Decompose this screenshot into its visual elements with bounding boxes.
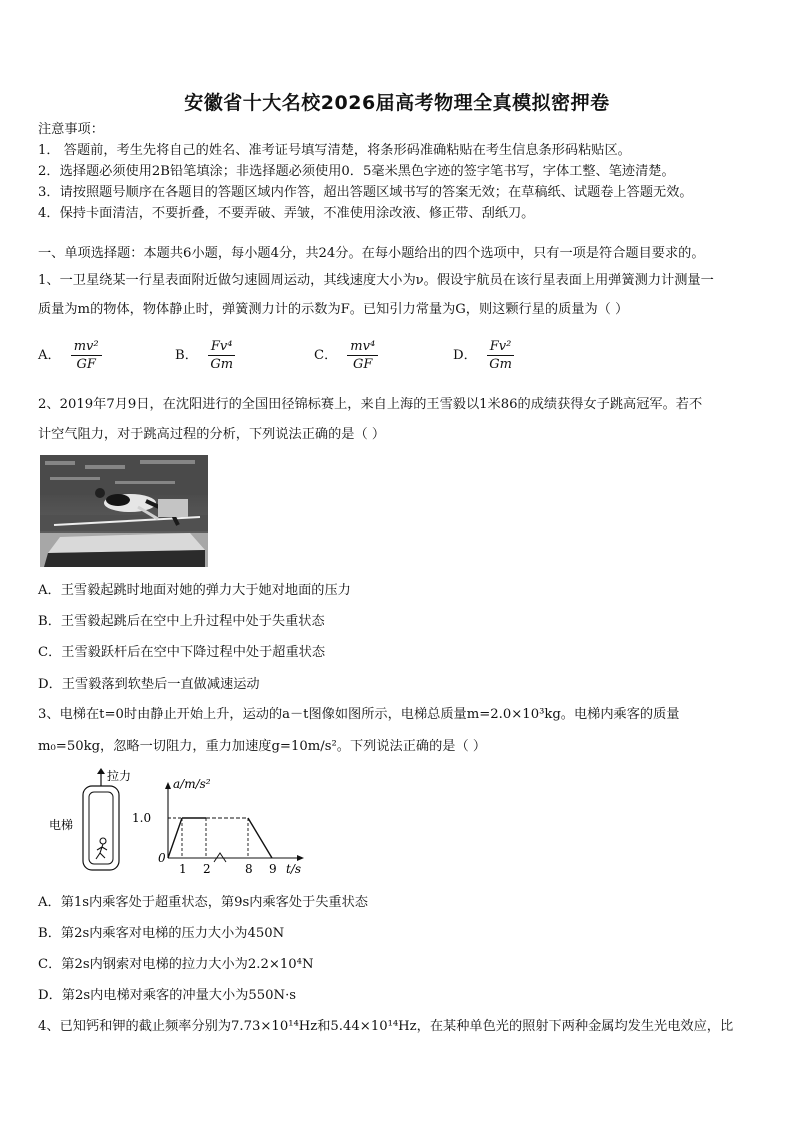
q1-option-d[interactable] xyxy=(453,339,514,372)
q2-option-a[interactable]: A．王雪毅起跳时地面对她的弹力大于她对地面的压力 xyxy=(38,583,351,598)
origin-label: 0 xyxy=(158,851,166,865)
q2-text-line2: 计空气阻力，对于跳高过程的分析，下列说法正确的是（ ） xyxy=(38,427,386,442)
q1-text-line1: 1、一卫星绕某一行星表面附近做匀速圆周运动，其线速度大小为ν。假设宇航员在该行星表面上用弹簧测力计测量一 xyxy=(38,273,714,288)
q2-option-b[interactable]: B．王雪毅起跳后在空中上升过程中处于失重状态 xyxy=(38,614,325,629)
fraction-denominator: GF xyxy=(76,357,96,372)
option-label: B． xyxy=(175,348,198,363)
q1-text-line2: 质量为m的物体，物体静止时，弹簧测力计的示数为F。已知引力常量为G，则这颗行星的质量为（ ） xyxy=(38,302,629,317)
fraction-numerator: mv⁴ xyxy=(347,339,378,356)
q1-option-c[interactable] xyxy=(314,339,378,372)
fraction-denominator: Gm xyxy=(489,357,512,372)
fraction-numerator: Fv² xyxy=(487,339,515,356)
q3-option-b[interactable]: B．第2s内乘客对电梯的压力大小为450N xyxy=(38,926,285,941)
section-heading: 一、单项选择题：本题共6小题，每小题4分，共24分。在每小题给出的四个选项中，只有一项是符合题目要求的。 xyxy=(38,246,705,261)
at-graph xyxy=(132,777,304,876)
passenger-figure xyxy=(96,838,107,859)
option-label: C． xyxy=(314,348,338,363)
high-jump-photo xyxy=(40,455,208,567)
fraction-denominator: GF xyxy=(353,357,373,372)
notice-item: 3．请按照题号顺序在各题目的答题区域内作答，超出答题区域书写的答案无效；在草稿纸、试题卷上答题无效。 xyxy=(38,185,693,200)
rope-label: 拉力 xyxy=(107,769,132,783)
q4-text-line1: 4、已知钙和钾的截止频率分别为7.73×10¹⁴Hz和5.44×10¹⁴Hz，在某种单色光的照射下两种金属均发生光电效应，比 xyxy=(38,1019,734,1034)
q3-text-line1: 3、电梯在t=0时由静止开始上升，运动的a－t图像如图所示，电梯总质量m=2.0×10³kg。电梯内乘客的质量 xyxy=(38,707,680,722)
q3-option-c[interactable]: C．第2s内钢索对电梯的拉力大小为2.2×10⁴N xyxy=(38,957,314,972)
x-axis-label: t/s xyxy=(286,862,302,876)
q3-text-line2: m₀=50kg，忽略一切阻力，重力加速度g=10m/s²。下列说法正确的是（ ） xyxy=(38,739,487,754)
option-label: D． xyxy=(453,348,477,363)
fraction-numerator: mv² xyxy=(71,339,102,356)
y-axis-label: a/m/s² xyxy=(173,777,211,791)
q1-option-b[interactable] xyxy=(175,339,235,372)
fraction xyxy=(208,339,236,372)
q2-option-c[interactable]: C．王雪毅跃杆后在空中下降过程中处于超重状态 xyxy=(38,645,326,660)
q3-figure xyxy=(45,768,315,878)
fraction xyxy=(71,339,102,372)
x-tick-label: 8 xyxy=(245,862,253,876)
q2-option-d[interactable]: D．王雪毅落到软垫后一直做减速运动 xyxy=(38,677,260,692)
x-tick-label: 9 xyxy=(269,862,277,876)
data-segment xyxy=(248,818,272,858)
q3-option-d[interactable]: D．第2s内电梯对乘客的冲量大小为550N·s xyxy=(38,988,297,1003)
notice-item: 2．选择题必须使用2B铅笔填涂；非选择题必须使用0．5毫米黑色字迹的签字笔书写，字体工整、笔迹清楚。 xyxy=(38,164,675,179)
y-tick-label: 1.0 xyxy=(132,811,152,825)
x-tick-label: 1 xyxy=(179,862,187,876)
notice-heading: 注意事项： xyxy=(38,122,104,137)
elevator-label: 电梯 xyxy=(49,818,74,832)
fraction-denominator: Gm xyxy=(210,357,234,372)
notice-item: 1． 答题前，考生先将自己的姓名、准考证号填写清楚，将条形码准确粘贴在考生信息条形码粘贴区。 xyxy=(38,143,631,158)
notice-item: 4．保持卡面清洁，不要折叠，不要弄破、弄皱，不准使用涂改液、修正带、刮纸刀。 xyxy=(38,206,535,221)
fraction xyxy=(347,339,378,372)
x-tick-label: 2 xyxy=(203,862,211,876)
q2-text-line1: 2、2019年7月9日，在沈阳进行的全国田径锦标赛上，来自上海的王雪毅以1米86的成绩获得女子跳高冠军。若不 xyxy=(38,397,703,412)
option-label: A． xyxy=(38,348,61,363)
exam-title: 安徽省十大名校2026届高考物理全真模拟密押卷 xyxy=(184,92,610,114)
fraction xyxy=(487,339,515,372)
data-segment xyxy=(168,818,182,858)
q1-option-a[interactable] xyxy=(38,339,102,372)
fraction-numerator: Fv⁴ xyxy=(208,339,236,356)
x-axis-arrow xyxy=(297,855,304,861)
q3-option-a[interactable]: A．第1s内乘客处于超重状态，第9s内乘客处于失重状态 xyxy=(38,895,368,910)
y-axis-arrow xyxy=(165,782,171,789)
